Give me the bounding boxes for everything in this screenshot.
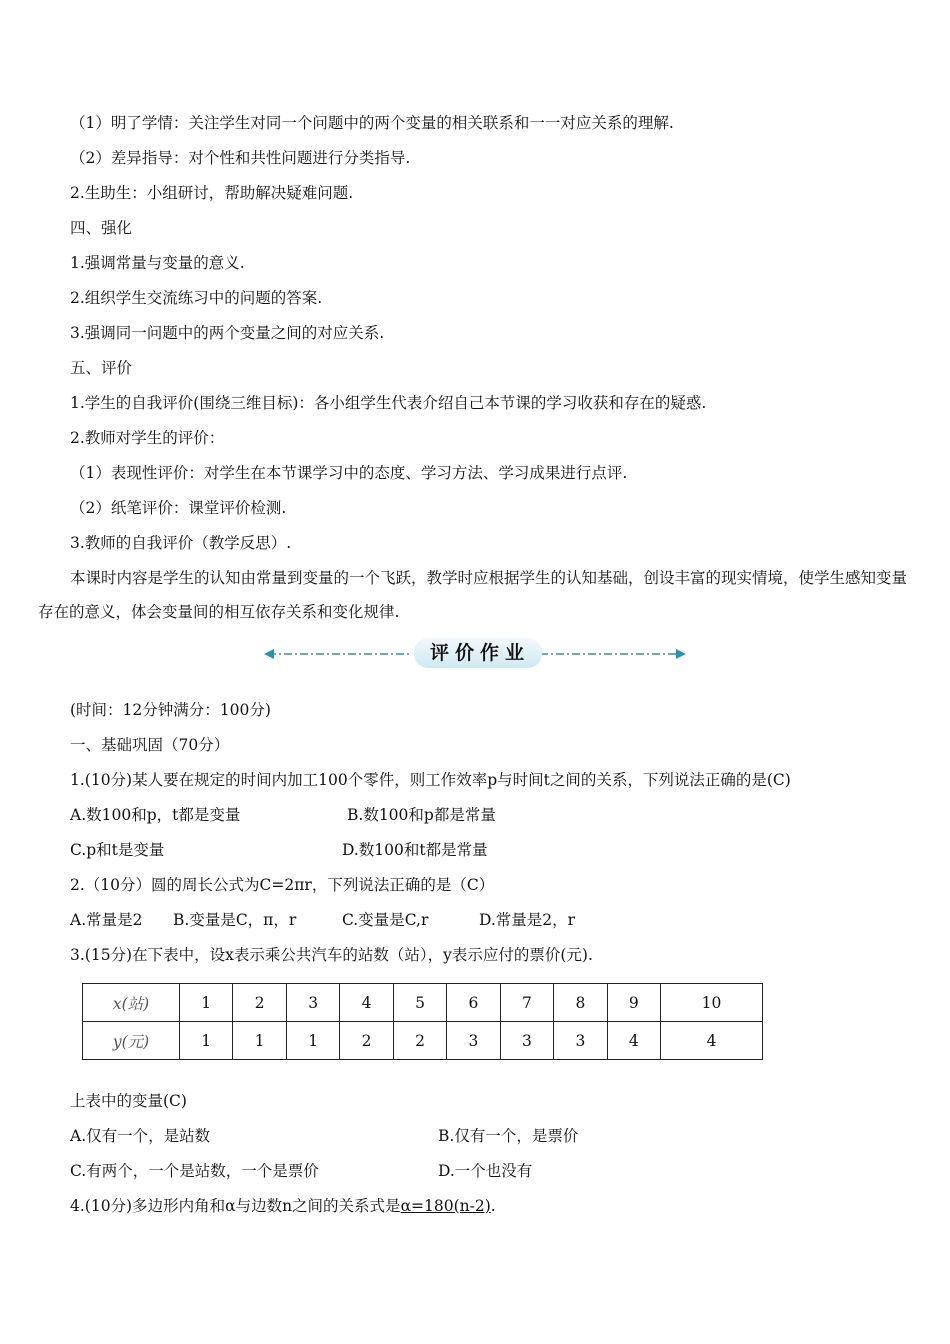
table-cell: 4 [340,984,393,1022]
section-banner [262,637,688,671]
option-c: C.变量是C,r [342,911,429,929]
option-b: B.变量是C，π，r [173,911,297,929]
summary-paragraph: 本课时内容是学生的认知由常量到变量的一个飞跃，教学时应根据学生的认知基础，创设丰富的现实情境，使学生感知变量存在的意义，体会变量间的相互依存关系和变化规律. [38,569,908,621]
text-line: （2）纸笔评价：课堂评价检测. [70,499,287,517]
table-cell: 4 [661,1022,763,1060]
text-line: 1.学生的自我评价(围绕三维目标)：各小组学生代表介绍自己本节课的学习收获和存在的疑惑. [70,394,707,412]
time-info: (时间：12分钟满分：100分) [70,701,271,719]
table-cell: 3 [554,1022,607,1060]
option-d: D.一个也没有 [438,1162,533,1180]
table-cell: 7 [500,984,553,1022]
text-line: （1）明了学情：关注学生对同一个问题中的两个变量的相关联系和一一对应关系的理解. [70,114,674,132]
text-line: （2）差异指导：对个性和共性问题进行分类指导. [70,149,411,167]
table-cell: 8 [554,984,607,1022]
table-cell: 9 [607,984,660,1022]
option-a: A.仅有一个，是站数 [70,1127,211,1145]
question-stem: 2.（10分）圆的周长公式为C=2πr，下列说法正确的是（C） [70,876,495,894]
question-stem: 3.(15分)在下表中，设x表示乘公共汽车的站数（站），y表示应付的票价(元). [70,946,593,964]
table-cell: 4 [607,1022,660,1060]
table-cell: 2 [393,1022,446,1060]
table-cell: 1 [286,1022,339,1060]
section-heading: 一、基础巩固（70分） [70,736,230,754]
table-header-x: x(站) [83,984,180,1022]
fare-table [82,983,763,1060]
question-prompt: 上表中的变量(C) [70,1092,187,1110]
option-c: C.有两个，一个是站数，一个是票价 [70,1162,319,1180]
option-a: A.数100和p，t都是变量 [70,806,241,824]
text-line: 3.教师的自我评价（教学反思）. [70,534,292,552]
option-a: A.常量是2 [70,911,143,929]
section-heading: 四、强化 [70,219,133,237]
text-line: 2.教师对学生的评价： [70,429,225,447]
table-cell: 3 [500,1022,553,1060]
text-line: （1）表现性评价：对学生在本节课学习中的态度、学习方法、学习成果进行点评. [70,464,628,482]
section-heading: 五、评价 [70,359,133,377]
table-header-y: y(元) [83,1022,180,1060]
table-cell: 3 [286,984,339,1022]
question-stem [70,1196,496,1216]
table-cell: 1 [233,1022,286,1060]
option-b: B.仅有一个，是票价 [438,1127,579,1145]
question-text: 4.(10分)多边形内角和α与边数n之间的关系式是 [70,1197,401,1215]
table-cell: 2 [340,1022,393,1060]
table-cell: 6 [447,984,500,1022]
table-cell: 3 [447,1022,500,1060]
banner-title: 评价作业 [414,638,542,668]
text-line: 1.强调常量与变量的意义. [70,254,245,272]
table-cell: 10 [661,984,763,1022]
option-b: B.数100和p都是常量 [347,806,496,824]
table-cell: 2 [233,984,286,1022]
option-c: C.p和t是变量 [70,841,165,859]
text-line: 2.组织学生交流练习中的问题的答案. [70,289,323,307]
answer-blank: α=180(n-2) [400,1197,491,1215]
question-stem: 1.(10分)某人要在规定的时间内加工100个零件，则工作效率p与时间t之间的关系，下列说法正确的是(C) [70,771,791,789]
table-row-x [83,984,763,1022]
table-cell: 5 [393,984,446,1022]
table-row-y [83,1022,763,1060]
text-line: 2.生助生：小组研讨，帮助解决疑难问题. [70,184,354,202]
option-d: D.数100和t都是常量 [342,841,488,859]
option-d: D.常量是2，r [479,911,576,929]
table-cell: 1 [180,1022,233,1060]
text-line: 3.强调同一问题中的两个变量之间的对应关系. [70,324,385,342]
table-cell: 1 [180,984,233,1022]
question-end: . [490,1197,496,1215]
